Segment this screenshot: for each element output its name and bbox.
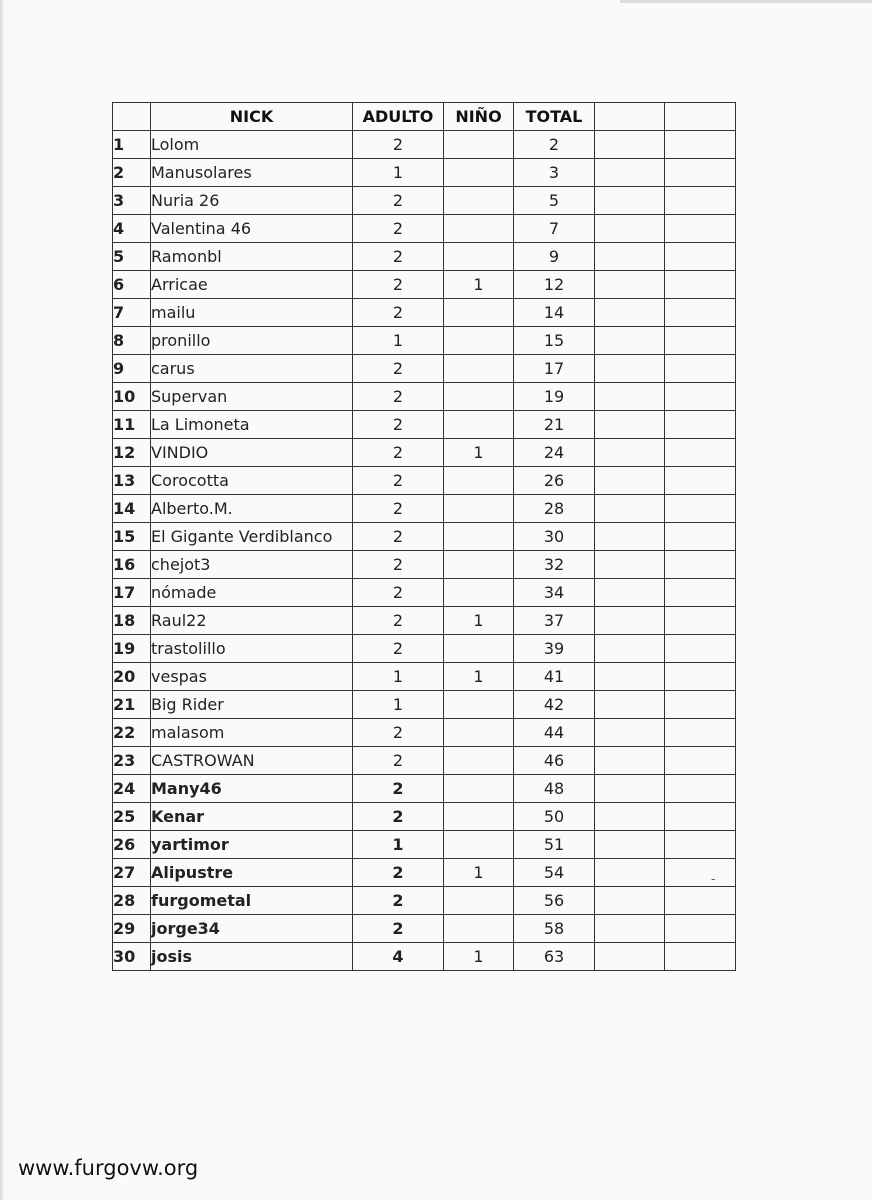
row-number: 12 bbox=[113, 439, 151, 467]
row-nick: furgometal bbox=[151, 887, 353, 915]
row-adulto: 2 bbox=[353, 523, 444, 551]
row-total: 19 bbox=[514, 383, 595, 411]
row-total: 5 bbox=[514, 187, 595, 215]
table-row bbox=[113, 523, 736, 551]
table-row bbox=[113, 215, 736, 243]
row-extra-1 bbox=[595, 159, 665, 187]
row-number: 28 bbox=[113, 887, 151, 915]
table-row bbox=[113, 579, 736, 607]
row-adulto: 2 bbox=[353, 439, 444, 467]
row-nick: Raul22 bbox=[151, 607, 353, 635]
row-nino: 1 bbox=[444, 943, 514, 971]
row-adulto: 1 bbox=[353, 831, 444, 859]
table-row bbox=[113, 411, 736, 439]
row-adulto: 1 bbox=[353, 159, 444, 187]
row-extra-2 bbox=[665, 831, 736, 859]
row-extra-2 bbox=[665, 439, 736, 467]
row-extra-2 bbox=[665, 607, 736, 635]
row-adulto: 2 bbox=[353, 355, 444, 383]
row-nick: VINDIO bbox=[151, 439, 353, 467]
row-extra-2 bbox=[665, 131, 736, 159]
row-extra-1 bbox=[595, 411, 665, 439]
site-watermark: www.furgovw.org bbox=[18, 1156, 199, 1180]
row-total: 2 bbox=[514, 131, 595, 159]
margin-mark: - bbox=[711, 872, 716, 886]
row-adulto: 2 bbox=[353, 187, 444, 215]
row-nino bbox=[444, 383, 514, 411]
row-number: 2 bbox=[113, 159, 151, 187]
row-nino: 1 bbox=[444, 271, 514, 299]
row-nino bbox=[444, 299, 514, 327]
row-extra-1 bbox=[595, 271, 665, 299]
row-nick: Lolom bbox=[151, 131, 353, 159]
table-row bbox=[113, 439, 736, 467]
row-total: 9 bbox=[514, 243, 595, 271]
table-row bbox=[113, 859, 736, 887]
row-nick: Manusolares bbox=[151, 159, 353, 187]
row-adulto: 2 bbox=[353, 775, 444, 803]
row-adulto: 2 bbox=[353, 131, 444, 159]
row-number: 11 bbox=[113, 411, 151, 439]
row-total: 26 bbox=[514, 467, 595, 495]
row-number: 20 bbox=[113, 663, 151, 691]
row-nick: Alipustre bbox=[151, 859, 353, 887]
table-row bbox=[113, 383, 736, 411]
row-extra-2 bbox=[665, 355, 736, 383]
header-number bbox=[113, 103, 151, 131]
row-extra-1 bbox=[595, 663, 665, 691]
row-total: 32 bbox=[514, 551, 595, 579]
row-nino: 1 bbox=[444, 439, 514, 467]
row-extra-1 bbox=[595, 943, 665, 971]
row-total: 46 bbox=[514, 747, 595, 775]
row-adulto: 1 bbox=[353, 327, 444, 355]
row-number: 14 bbox=[113, 495, 151, 523]
header-extra-2 bbox=[665, 103, 736, 131]
row-total: 63 bbox=[514, 943, 595, 971]
table-row bbox=[113, 467, 736, 495]
table-row bbox=[113, 607, 736, 635]
table-row bbox=[113, 915, 736, 943]
row-nick: CASTROWAN bbox=[151, 747, 353, 775]
row-nick: josis bbox=[151, 943, 353, 971]
attendance-table bbox=[112, 102, 736, 971]
row-nino bbox=[444, 579, 514, 607]
row-extra-1 bbox=[595, 579, 665, 607]
row-adulto: 2 bbox=[353, 411, 444, 439]
row-nick: La Limoneta bbox=[151, 411, 353, 439]
row-nick: yartimor bbox=[151, 831, 353, 859]
row-adulto: 2 bbox=[353, 495, 444, 523]
row-nick: carus bbox=[151, 355, 353, 383]
row-extra-1 bbox=[595, 719, 665, 747]
row-extra-2 bbox=[665, 803, 736, 831]
row-number: 3 bbox=[113, 187, 151, 215]
row-extra-2 bbox=[665, 747, 736, 775]
table-row bbox=[113, 775, 736, 803]
row-extra-2 bbox=[665, 187, 736, 215]
row-extra-1 bbox=[595, 467, 665, 495]
row-total: 51 bbox=[514, 831, 595, 859]
header-total: TOTAL bbox=[514, 103, 595, 131]
row-nick: Valentina 46 bbox=[151, 215, 353, 243]
table-row bbox=[113, 719, 736, 747]
row-nino bbox=[444, 719, 514, 747]
row-total: 28 bbox=[514, 495, 595, 523]
row-total: 12 bbox=[514, 271, 595, 299]
table-row bbox=[113, 803, 736, 831]
row-total: 50 bbox=[514, 803, 595, 831]
table-body bbox=[113, 131, 736, 971]
row-extra-1 bbox=[595, 635, 665, 663]
row-number: 7 bbox=[113, 299, 151, 327]
row-adulto: 2 bbox=[353, 915, 444, 943]
header-adulto: ADULTO bbox=[353, 103, 444, 131]
row-nick: Arricae bbox=[151, 271, 353, 299]
row-number: 9 bbox=[113, 355, 151, 383]
row-adulto: 2 bbox=[353, 243, 444, 271]
row-total: 56 bbox=[514, 887, 595, 915]
row-nino bbox=[444, 411, 514, 439]
row-number: 13 bbox=[113, 467, 151, 495]
row-extra-1 bbox=[595, 775, 665, 803]
row-total: 14 bbox=[514, 299, 595, 327]
table-row bbox=[113, 663, 736, 691]
row-extra-1 bbox=[595, 831, 665, 859]
row-total: 44 bbox=[514, 719, 595, 747]
row-extra-2 bbox=[665, 775, 736, 803]
row-nick: malasom bbox=[151, 719, 353, 747]
row-total: 30 bbox=[514, 523, 595, 551]
header-extra-1 bbox=[595, 103, 665, 131]
row-adulto: 2 bbox=[353, 215, 444, 243]
table-row bbox=[113, 243, 736, 271]
row-nino bbox=[444, 355, 514, 383]
row-nino bbox=[444, 187, 514, 215]
row-nick: vespas bbox=[151, 663, 353, 691]
row-nino bbox=[444, 523, 514, 551]
row-extra-1 bbox=[595, 859, 665, 887]
row-nino: 1 bbox=[444, 663, 514, 691]
table-row bbox=[113, 327, 736, 355]
scan-top-edge bbox=[620, 0, 872, 3]
row-total: 24 bbox=[514, 439, 595, 467]
row-extra-1 bbox=[595, 327, 665, 355]
row-adulto: 2 bbox=[353, 579, 444, 607]
row-nino bbox=[444, 243, 514, 271]
row-nino bbox=[444, 691, 514, 719]
row-extra-2 bbox=[665, 327, 736, 355]
row-number: 1 bbox=[113, 131, 151, 159]
row-adulto: 1 bbox=[353, 691, 444, 719]
row-extra-1 bbox=[595, 551, 665, 579]
row-extra-1 bbox=[595, 355, 665, 383]
row-adulto: 2 bbox=[353, 271, 444, 299]
row-total: 37 bbox=[514, 607, 595, 635]
row-extra-1 bbox=[595, 243, 665, 271]
row-number: 24 bbox=[113, 775, 151, 803]
row-extra-1 bbox=[595, 383, 665, 411]
row-extra-2 bbox=[665, 887, 736, 915]
row-adulto: 2 bbox=[353, 467, 444, 495]
row-nino bbox=[444, 467, 514, 495]
row-adulto: 4 bbox=[353, 943, 444, 971]
row-extra-1 bbox=[595, 439, 665, 467]
row-total: 7 bbox=[514, 215, 595, 243]
row-nino bbox=[444, 831, 514, 859]
row-total: 3 bbox=[514, 159, 595, 187]
row-adulto: 2 bbox=[353, 607, 444, 635]
table-row bbox=[113, 355, 736, 383]
table-row bbox=[113, 131, 736, 159]
table-header-row bbox=[113, 103, 736, 131]
row-number: 27 bbox=[113, 859, 151, 887]
row-extra-1 bbox=[595, 803, 665, 831]
row-extra-2 bbox=[665, 691, 736, 719]
row-number: 19 bbox=[113, 635, 151, 663]
row-nick: Ramonbl bbox=[151, 243, 353, 271]
row-nino bbox=[444, 887, 514, 915]
row-extra-2 bbox=[665, 495, 736, 523]
row-nino bbox=[444, 495, 514, 523]
row-nick: El Gigante Verdiblanco bbox=[151, 523, 353, 551]
row-total: 58 bbox=[514, 915, 595, 943]
row-extra-1 bbox=[595, 215, 665, 243]
row-nick: Nuria 26 bbox=[151, 187, 353, 215]
table-row bbox=[113, 299, 736, 327]
row-extra-2 bbox=[665, 159, 736, 187]
row-total: 21 bbox=[514, 411, 595, 439]
row-adulto: 2 bbox=[353, 887, 444, 915]
row-total: 48 bbox=[514, 775, 595, 803]
row-extra-2 bbox=[665, 859, 736, 887]
row-extra-2 bbox=[665, 215, 736, 243]
row-total: 39 bbox=[514, 635, 595, 663]
row-number: 22 bbox=[113, 719, 151, 747]
row-extra-2 bbox=[665, 635, 736, 663]
row-number: 23 bbox=[113, 747, 151, 775]
row-extra-2 bbox=[665, 663, 736, 691]
row-extra-2 bbox=[665, 383, 736, 411]
row-adulto: 2 bbox=[353, 803, 444, 831]
table-row bbox=[113, 635, 736, 663]
row-nick: chejot3 bbox=[151, 551, 353, 579]
row-extra-2 bbox=[665, 411, 736, 439]
row-extra-1 bbox=[595, 691, 665, 719]
row-nick: nómade bbox=[151, 579, 353, 607]
table-row bbox=[113, 495, 736, 523]
row-total: 15 bbox=[514, 327, 595, 355]
row-extra-1 bbox=[595, 187, 665, 215]
row-total: 34 bbox=[514, 579, 595, 607]
row-number: 25 bbox=[113, 803, 151, 831]
row-adulto: 1 bbox=[353, 663, 444, 691]
row-extra-1 bbox=[595, 495, 665, 523]
row-extra-1 bbox=[595, 887, 665, 915]
table-row bbox=[113, 271, 736, 299]
row-extra-2 bbox=[665, 523, 736, 551]
row-number: 17 bbox=[113, 579, 151, 607]
row-extra-2 bbox=[665, 243, 736, 271]
row-extra-2 bbox=[665, 551, 736, 579]
row-extra-2 bbox=[665, 943, 736, 971]
row-adulto: 2 bbox=[353, 859, 444, 887]
row-nino bbox=[444, 159, 514, 187]
row-nick: pronillo bbox=[151, 327, 353, 355]
row-nick: Many46 bbox=[151, 775, 353, 803]
row-total: 42 bbox=[514, 691, 595, 719]
row-number: 16 bbox=[113, 551, 151, 579]
table-row bbox=[113, 747, 736, 775]
row-nino bbox=[444, 551, 514, 579]
row-number: 15 bbox=[113, 523, 151, 551]
row-nino bbox=[444, 775, 514, 803]
row-extra-2 bbox=[665, 579, 736, 607]
page-edge bbox=[0, 0, 4, 1200]
row-extra-2 bbox=[665, 915, 736, 943]
row-nino bbox=[444, 131, 514, 159]
row-adulto: 2 bbox=[353, 635, 444, 663]
table-row bbox=[113, 831, 736, 859]
row-nick: jorge34 bbox=[151, 915, 353, 943]
header-nick: NICK bbox=[151, 103, 353, 131]
row-extra-2 bbox=[665, 467, 736, 495]
row-nick: Corocotta bbox=[151, 467, 353, 495]
row-nino bbox=[444, 635, 514, 663]
row-nick: trastolillo bbox=[151, 635, 353, 663]
row-extra-1 bbox=[595, 523, 665, 551]
row-adulto: 2 bbox=[353, 383, 444, 411]
row-number: 5 bbox=[113, 243, 151, 271]
table-row bbox=[113, 691, 736, 719]
row-number: 8 bbox=[113, 327, 151, 355]
table-row bbox=[113, 187, 736, 215]
row-nino bbox=[444, 215, 514, 243]
row-total: 41 bbox=[514, 663, 595, 691]
row-nick: Big Rider bbox=[151, 691, 353, 719]
row-extra-1 bbox=[595, 915, 665, 943]
row-nino bbox=[444, 915, 514, 943]
row-number: 18 bbox=[113, 607, 151, 635]
row-adulto: 2 bbox=[353, 719, 444, 747]
row-extra-1 bbox=[595, 131, 665, 159]
row-nick: Supervan bbox=[151, 383, 353, 411]
row-extra-1 bbox=[595, 747, 665, 775]
row-nino bbox=[444, 803, 514, 831]
table-row bbox=[113, 943, 736, 971]
row-nick: Alberto.M. bbox=[151, 495, 353, 523]
row-number: 4 bbox=[113, 215, 151, 243]
row-nino: 1 bbox=[444, 607, 514, 635]
row-extra-2 bbox=[665, 719, 736, 747]
row-total: 17 bbox=[514, 355, 595, 383]
row-adulto: 2 bbox=[353, 299, 444, 327]
table-row bbox=[113, 887, 736, 915]
header-nino: NIÑO bbox=[444, 103, 514, 131]
row-number: 26 bbox=[113, 831, 151, 859]
row-extra-1 bbox=[595, 299, 665, 327]
row-adulto: 2 bbox=[353, 551, 444, 579]
row-number: 30 bbox=[113, 943, 151, 971]
row-nino bbox=[444, 327, 514, 355]
row-number: 29 bbox=[113, 915, 151, 943]
row-extra-1 bbox=[595, 607, 665, 635]
row-extra-2 bbox=[665, 299, 736, 327]
row-number: 6 bbox=[113, 271, 151, 299]
row-total: 54 bbox=[514, 859, 595, 887]
row-extra-2 bbox=[665, 271, 736, 299]
table-row bbox=[113, 551, 736, 579]
row-number: 21 bbox=[113, 691, 151, 719]
row-nino bbox=[444, 747, 514, 775]
table-row bbox=[113, 159, 736, 187]
row-number: 10 bbox=[113, 383, 151, 411]
row-nick: Kenar bbox=[151, 803, 353, 831]
row-adulto: 2 bbox=[353, 747, 444, 775]
row-nino: 1 bbox=[444, 859, 514, 887]
row-nick: mailu bbox=[151, 299, 353, 327]
